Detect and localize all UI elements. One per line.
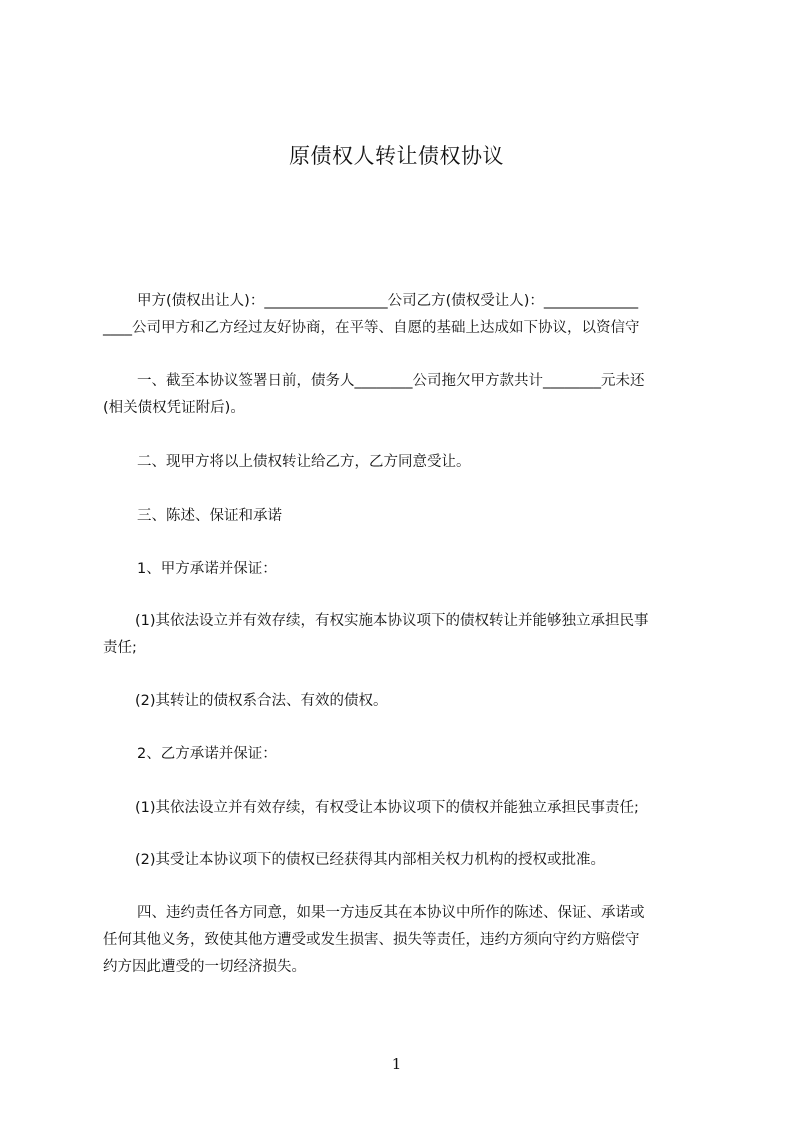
paragraph-line: (相关债权凭证附后)。 xyxy=(103,400,245,416)
paragraph-line: (1)其依法设立并有效存续，有权实施本协议项下的债权转让并能够独立承担民事 xyxy=(135,613,649,629)
paragraph-line: 二、现甲方将以上债权转让给乙方，乙方同意受让。 xyxy=(137,454,471,470)
paragraph-line: (2)其转让的债权系合法、有效的债权。 xyxy=(135,693,388,709)
paragraph-party-b-heading xyxy=(103,741,703,768)
paragraph-line: ____公司甲方和乙方经过友好协商，在平等、自愿的基础上达成如下协议，以资信守 xyxy=(103,320,640,336)
paragraph-parties xyxy=(103,288,703,342)
paragraph-line: 甲方(债权出让人)：_________________公司乙方(债权受让人)：_____________ xyxy=(137,293,639,309)
paragraph-line: 2、乙方承诺并保证： xyxy=(137,746,277,762)
document-title: 原债权人转让债权协议 xyxy=(289,144,504,168)
paragraph-line: 1、甲方承诺并保证： xyxy=(137,561,277,577)
paragraph-party-a-item-2 xyxy=(103,688,703,715)
paragraph-party-b-item-1 xyxy=(103,795,703,822)
paragraph-party-b-item-2 xyxy=(103,847,703,874)
paragraph-clause-1 xyxy=(103,368,703,422)
paragraph-party-a-item-1 xyxy=(103,608,703,662)
paragraph-clause-4 xyxy=(103,900,703,981)
paragraph-line: 任何其他义务，致使其他方遭受或发生损害、损失等责任，违约方须向守约方赔偿守 xyxy=(103,932,640,948)
paragraph-line: 一、截至本协议签署日前，债务人________公司拖欠甲方款共计________元未还 xyxy=(137,373,645,389)
paragraph-line: (1)其依法设立并有效存续，有权受让本协议项下的债权并能独立承担民事责任; xyxy=(135,800,639,816)
paragraph-line: (2)其受让本协议项下的债权已经获得其内部相关权力机构的授权或批准。 xyxy=(135,852,606,868)
paragraph-line: 约方因此遭受的一切经济损失。 xyxy=(103,959,306,975)
paragraph-line: 责任; xyxy=(103,640,137,656)
page-number: 1 xyxy=(391,1055,402,1073)
paragraph-clause-3 xyxy=(103,503,703,530)
paragraph-clause-2 xyxy=(103,449,703,476)
paragraph-line: 三、陈述、保证和承诺 xyxy=(137,508,282,524)
paragraph-party-a-heading xyxy=(103,556,703,583)
paragraph-line: 四、违约责任各方同意，如果一方违反其在本协议中所作的陈述、保证、承诺或 xyxy=(137,905,645,921)
